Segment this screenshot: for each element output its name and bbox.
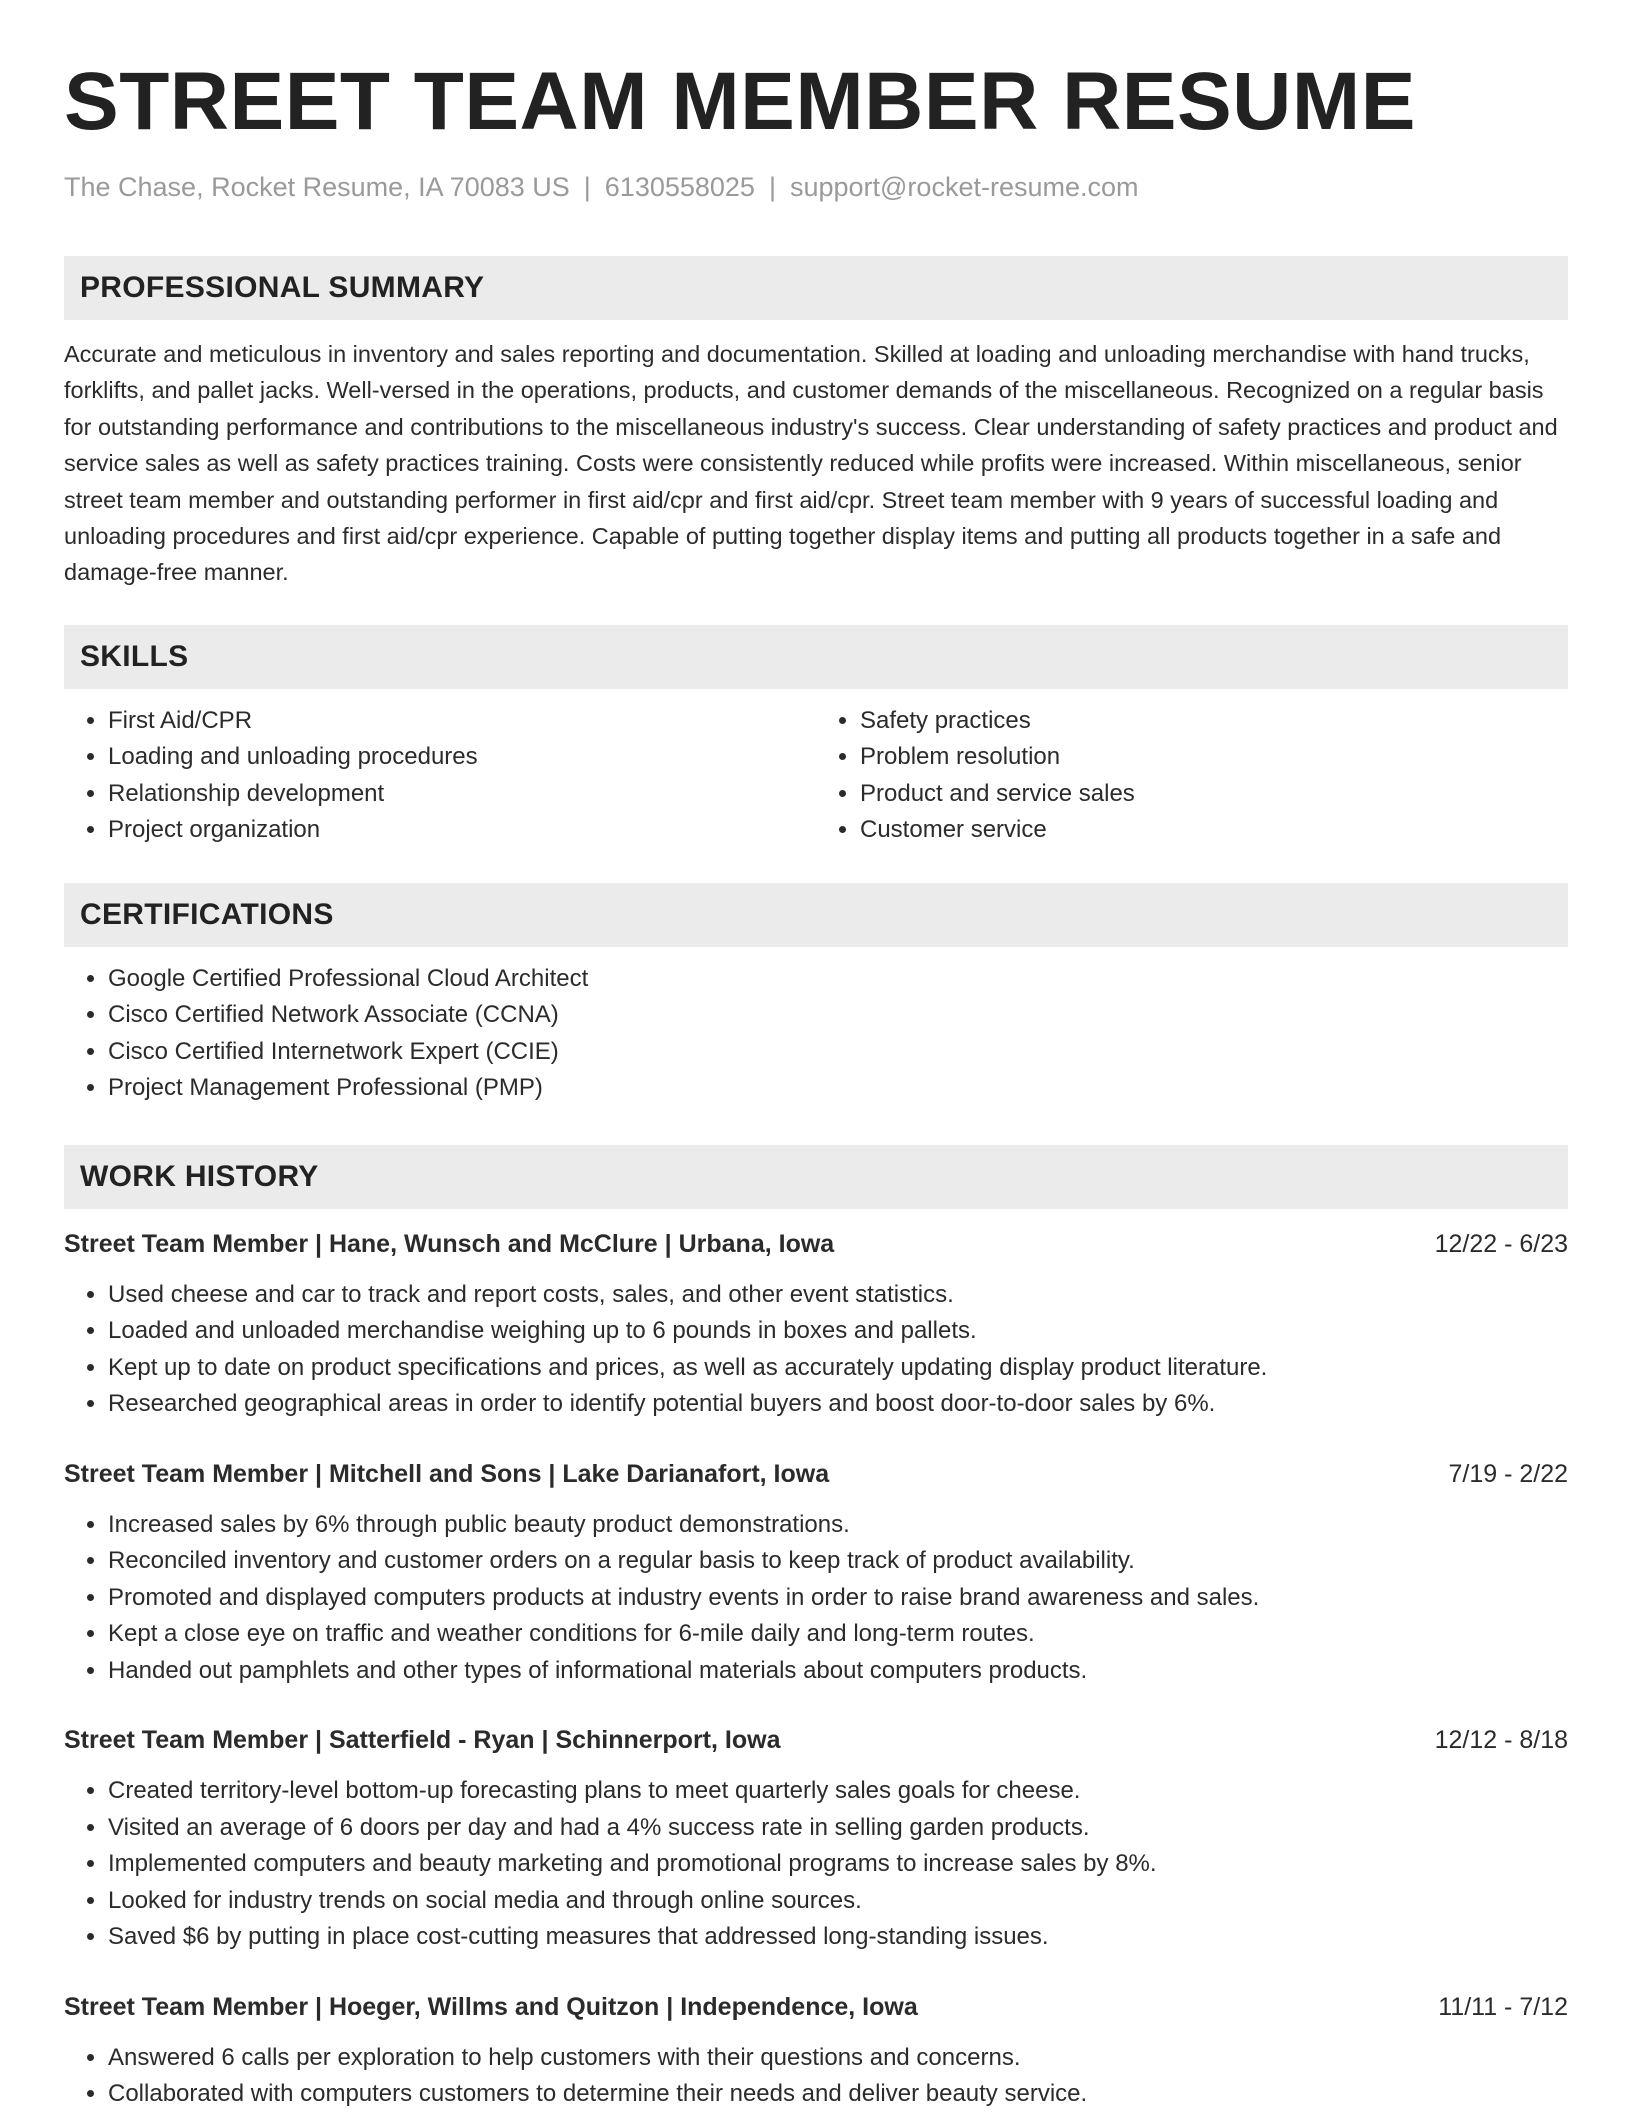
skill-item: • Relationship development (108, 776, 816, 813)
job-entry (64, 1990, 1568, 2113)
page-title: STREET TEAM MEMBER RESUME (64, 56, 1416, 147)
skill-item: • Problem resolution (860, 739, 1568, 776)
job-bullet: • Implemented computers and beauty marketing and promotional programs to increase sales by 8%. (108, 1846, 1568, 1883)
job-dates: 7/19 - 2/22 (1448, 1459, 1568, 1488)
certification-item: • Google Certified Professional Cloud Architect (108, 961, 1568, 998)
section-heading-skills: SKILLS (64, 625, 1568, 689)
contact-line (64, 170, 1568, 204)
job-bullet: • Saved $6 by putting in place cost-cutting measures that addressed long-standing issues. (108, 1919, 1568, 1956)
job-bullet: • Promoted and displayed computers products at industry events in order to raise brand awareness and sales. (108, 1580, 1568, 1617)
contact-phone: 6130558025 (604, 172, 755, 202)
skills-list (64, 703, 1568, 849)
job-header (64, 1990, 1568, 2024)
job-bullet: • Handed out pamphlets and other types of informational materials about computers products. (108, 1653, 1568, 1690)
job-title: Street Team Member | Satterfield - Ryan | Schinnerport, Iowa (64, 1726, 781, 1755)
certification-item: • Cisco Certified Internetwork Expert (CCIE) (108, 1034, 1568, 1071)
skill-item: • Project organization (108, 812, 816, 849)
job-bullet: • Increased sales by 6% through public beauty product demonstrations. (108, 1507, 1568, 1544)
job-entry (64, 1227, 1568, 1423)
skill-item: • First Aid/CPR (108, 703, 816, 740)
job-bullet: • Visited an average of 6 doors per day and had a 4% success rate in selling garden products. (108, 1810, 1568, 1847)
job-bullet: • Created territory-level bottom-up forecasting plans to meet quarterly sales goals for cheese. (108, 1773, 1568, 1810)
job-bullet: • Used cheese and car to track and report costs, sales, and other event statistics. (108, 1277, 1568, 1314)
job-header (64, 1457, 1568, 1491)
skill-item: • Product and service sales (860, 776, 1568, 813)
contact-separator: | (768, 172, 776, 202)
contact-email[interactable]: support@rocket-resume.com (789, 172, 1139, 202)
job-bullet: • Kept a close eye on traffic and weather conditions for 6-mile daily and long-term routes. (108, 1616, 1568, 1653)
job-bullet: • Loaded and unloaded merchandise weighing up to 6 pounds in boxes and pallets. (108, 1313, 1568, 1350)
job-entry (64, 1723, 1568, 1956)
job-header (64, 1723, 1568, 1757)
section-heading-certifications: CERTIFICATIONS (64, 883, 1568, 947)
certification-item: • Cisco Certified Network Associate (CCNA) (108, 997, 1568, 1034)
contact-address: The Chase, Rocket Resume, IA 70083 US (64, 172, 570, 202)
job-bullet: • Kept up to date on product specifications and prices, as well as accurately updating display product literature. (108, 1350, 1568, 1387)
job-dates: 12/12 - 8/18 (1434, 1726, 1568, 1755)
job-dates: 12/22 - 6/23 (1434, 1229, 1568, 1258)
contact-separator: | (583, 172, 591, 202)
job-title: Street Team Member | Hoeger, Willms and Quitzon | Independence, Iowa (64, 1992, 918, 2021)
job-bullet: • Collaborated with computers customers to determine their needs and deliver beauty service. (108, 2076, 1568, 2113)
skill-item: • Customer service (860, 812, 1568, 849)
job-title: Street Team Member | Hane, Wunsch and McClure | Urbana, Iowa (64, 1229, 835, 1258)
summary-text: Accurate and meticulous in inventory and sales reporting and documentation. Skilled at loading and unloading merchandise with hand trucks, forklifts, and pallet jacks. Well-versed in the operations, products, and customer demands of the miscellaneous. Recognized on a regular basis for outstanding performance and contributions to the miscellaneous industry's success. Clear understanding of safety practices and product and service sales as well as safety practices training. Costs were consistently reduced while profits were increased. Within miscellaneous, senior street team member and outstanding performer in first aid/cpr and first aid/cpr. Street team member with 9 years of successful loading and unloading procedures and first aid/cpr experience. Capable of putting together display items and putting all products together in a safe and damage-free manner. (64, 341, 1558, 586)
job-bullet: • Looked for industry trends on social media and through online sources. (108, 1883, 1568, 1920)
skills-column-left (64, 703, 816, 849)
job-entry (64, 1457, 1568, 1690)
job-bullet: • Researched geographical areas in order to identify potential buyers and boost door-to-door sales by 6%. (108, 1386, 1568, 1423)
section-heading-work-history: WORK HISTORY (64, 1145, 1568, 1209)
certifications-list (64, 961, 1568, 1107)
job-bullet: • Answered 6 calls per exploration to help customers with their questions and concerns. (108, 2040, 1568, 2077)
job-bullets (64, 1277, 1568, 1423)
certification-item: • Project Management Professional (PMP) (108, 1070, 1568, 1107)
job-bullet: • Reconciled inventory and customer orders on a regular basis to keep track of product availability. (108, 1543, 1568, 1580)
job-dates: 11/11 - 7/12 (1438, 1992, 1568, 2021)
job-bullets (64, 2040, 1568, 2113)
job-title: Street Team Member | Mitchell and Sons | Lake Darianafort, Iowa (64, 1459, 830, 1488)
job-bullets (64, 1507, 1568, 1690)
skill-item: • Loading and unloading procedures (108, 739, 816, 776)
job-bullets (64, 1773, 1568, 1956)
skill-item: • Safety practices (860, 703, 1568, 740)
skills-column-right (816, 703, 1568, 849)
job-header (64, 1227, 1568, 1261)
section-heading-summary: PROFESSIONAL SUMMARY (64, 256, 1568, 320)
